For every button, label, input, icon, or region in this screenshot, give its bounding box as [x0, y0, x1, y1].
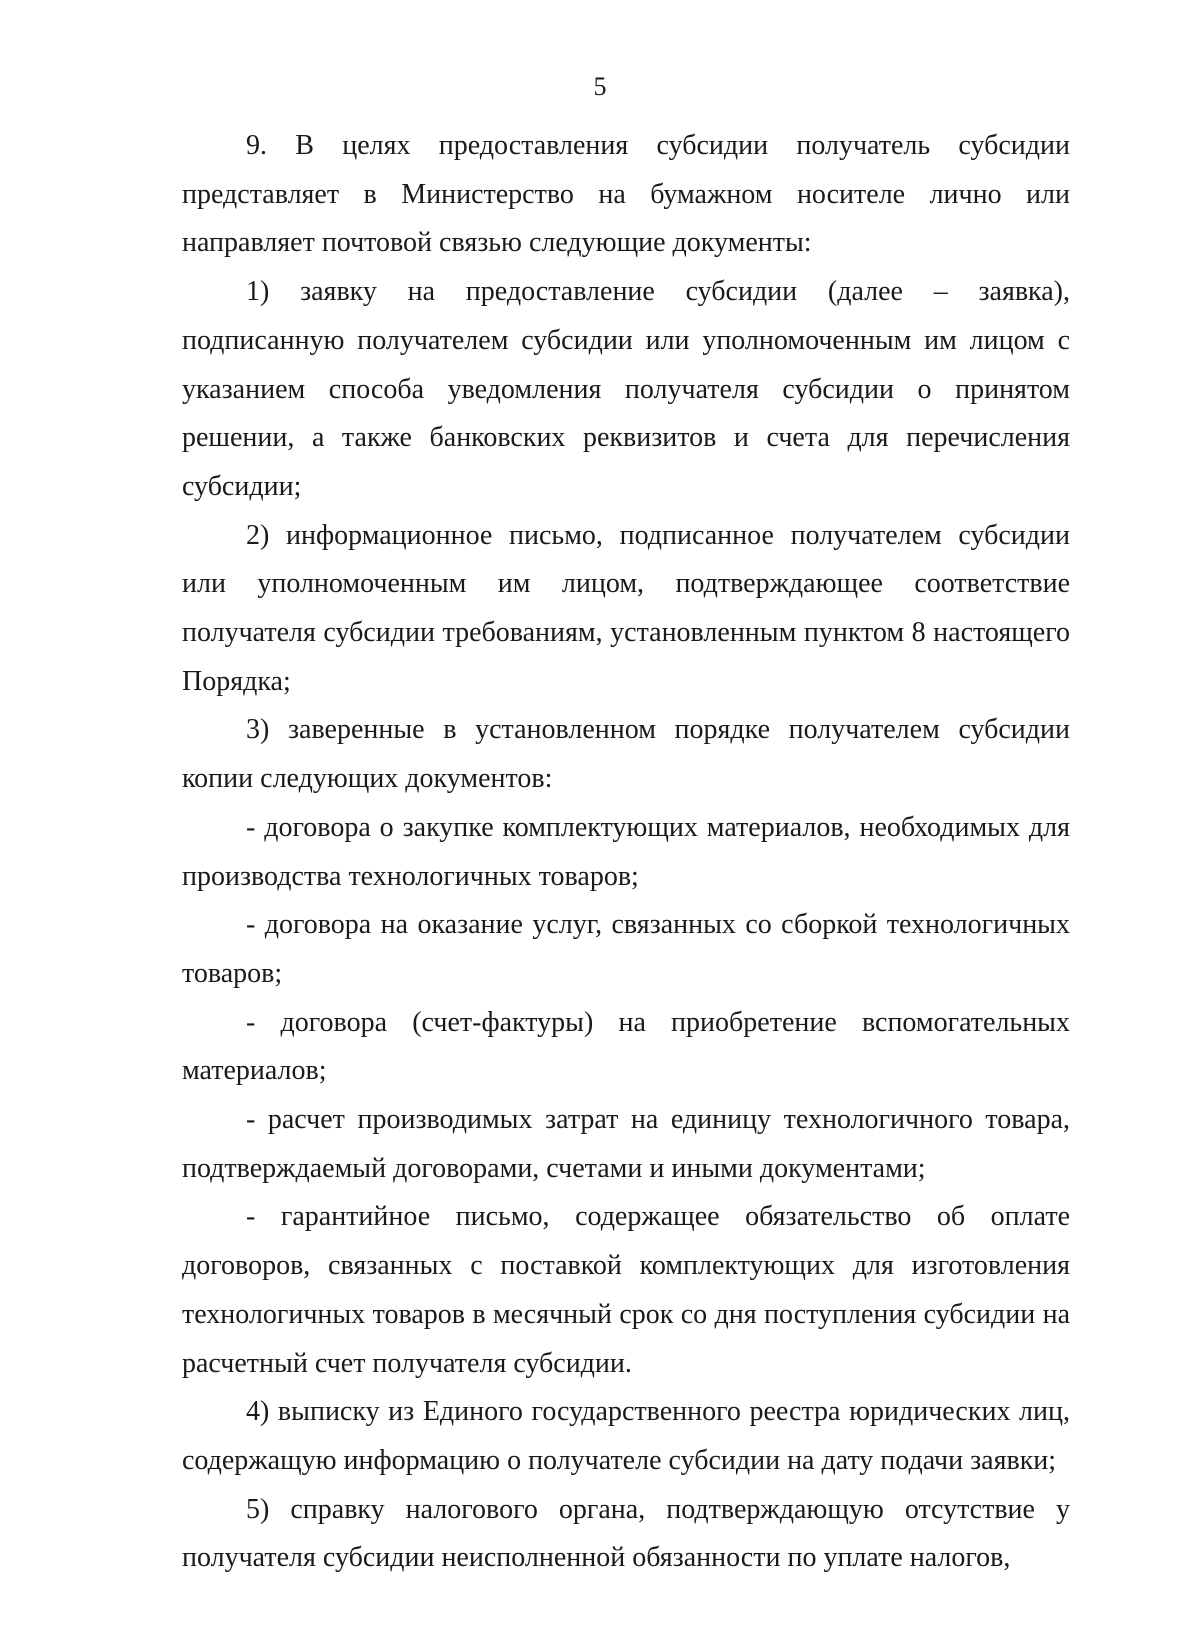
page-number: 5	[593, 72, 607, 101]
list-item-auxiliary-materials: - договора (счет-фактуры) на приобретение вспомогательных материалов;	[182, 1006, 1070, 1087]
paragraph-subitem-5: 5) справку налогового органа, подтверждающую отсутствие у получателя субсидии неисполненной обязанности по уплате налогов,	[182, 1493, 1070, 1574]
paragraph-subitem-4: 4) выписку из Единого государственного реестра юридических лиц, содержащую информацию о получателе субсидии на дату подачи заявки;	[182, 1396, 1070, 1476]
paragraph-item-9: 9. В целях предоставления субсидии получатель субсидии представляет в Министерство на бумажном носителе лично или направляет почтовой связью следующие документы:	[182, 130, 1070, 259]
list-item-assembly-contract: - договора на оказание услуг, связанных со сборкой технологичных товаров;	[182, 909, 1070, 989]
list-item-purchase-contract: - договора о закупке комплектующих материалов, необходимых для производства технологичных товаров;	[182, 811, 1070, 892]
list-item-guarantee-letter: - гарантийное письмо, содержащее обязательство об оплате договоров, связанных с поставкой комплектующих для изготовления технологичных товаров в месячный срок со дня поступления субсидии на расчетный счет получателя субсидии.	[182, 1201, 1070, 1379]
paragraph-subitem-2: 2) информационное письмо, подписанное получателем субсидии или уполномоченным им лицом, подтверждающее соответствие получателя субсидии требованиям, установленным пунктом 8 настоящего Порядка;	[182, 519, 1070, 697]
list-item-cost-calculation: - расчет производимых затрат на единицу технологичного товара, подтверждаемый договорами, счетами и иными документами;	[182, 1104, 1070, 1184]
paragraph-subitem-3: 3) заверенные в установленном порядке получателем субсидии копии следующих документов:	[182, 714, 1070, 795]
paragraph-subitem-1: 1) заявку на предоставление субсидии (далее – заявка), подписанную получателем субсидии или уполномоченным им лицом с указанием способа уведомления получателя субсидии о принятом решении, а также банковских реквизитов и счета для перечисления субсидии;	[182, 276, 1070, 502]
document-body	[182, 122, 1070, 1583]
